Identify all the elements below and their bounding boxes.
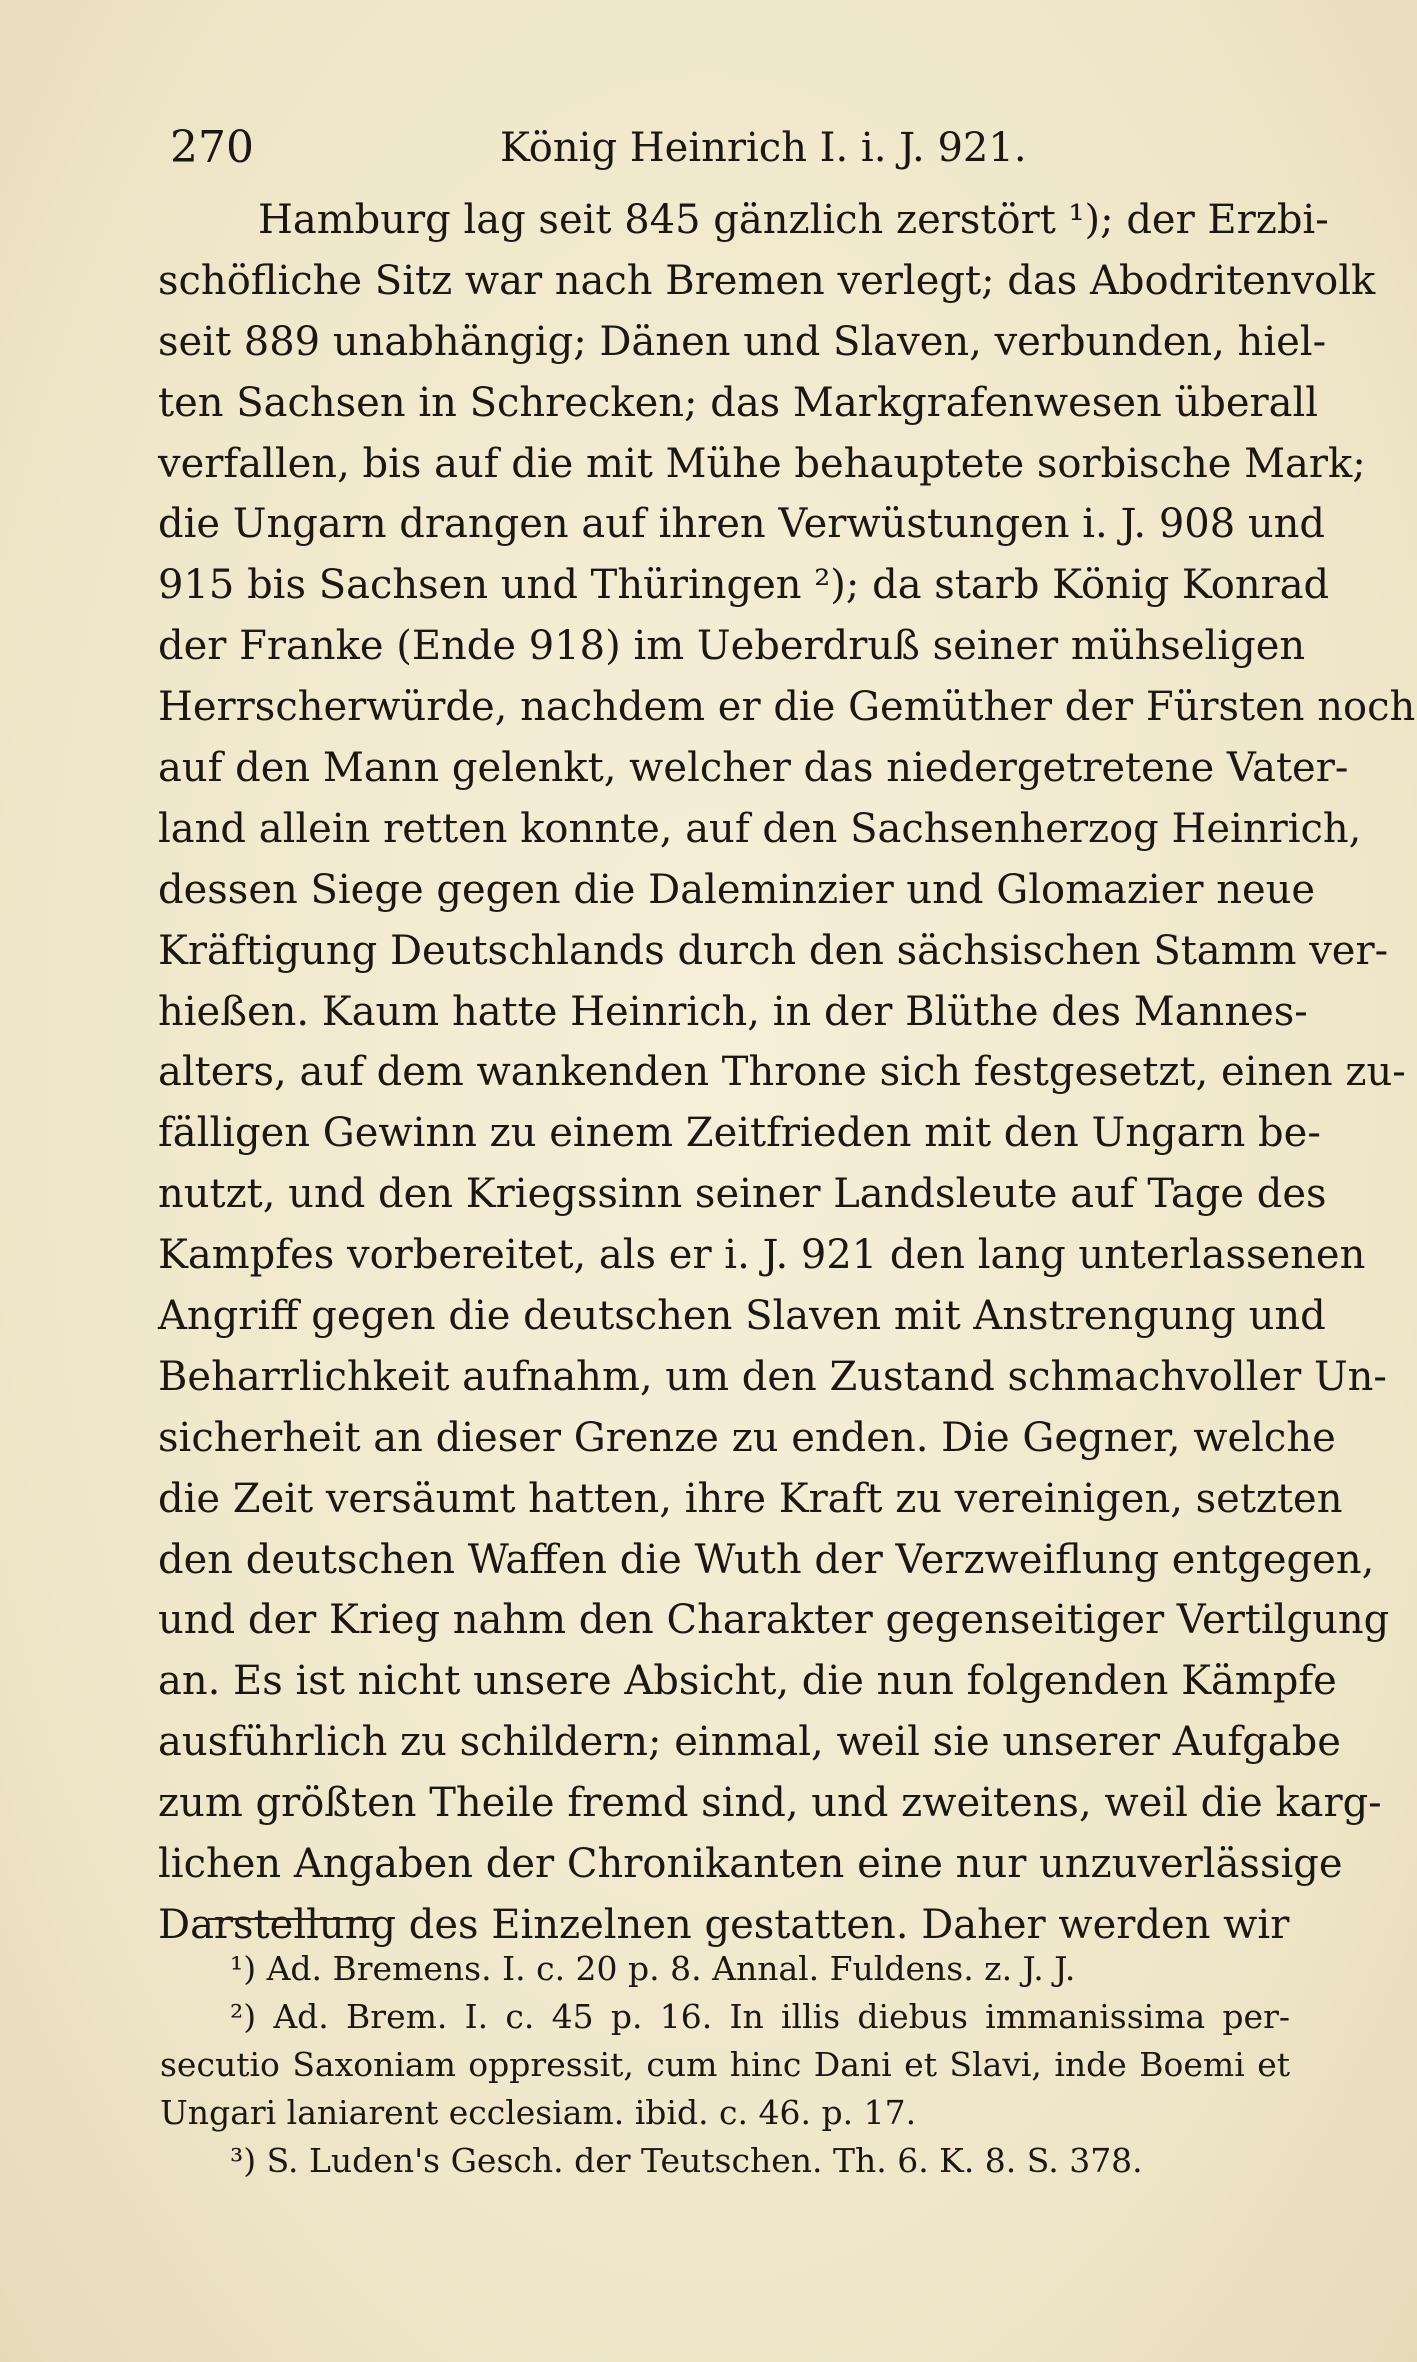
- footnotes: [160, 1945, 1290, 2185]
- footnote-3: ³) S. Luden's Gesch. der Teutschen. Th. 6. K. 8. S. 378.: [230, 2141, 1143, 2180]
- footnote-1: ¹) Ad. Bremens. I. c. 20 p. 8. Annal. Fuldens. z. J. J.: [230, 1949, 1076, 1988]
- text-line: Angriff gegen die deutschen Slaven mit Anstrengung und: [158, 1293, 1326, 1340]
- footnote-2: ²) Ad. Brem. I. c. 45 p. 16. In illis diebus immanissima per-: [230, 1997, 1290, 2036]
- footnote-2-continued: secutio Saxoniam oppressit, cum hinc Dani et Slavi, inde Boemi et: [160, 2045, 1290, 2084]
- text-line: Hamburg lag seit 845 gänzlich zerstört ¹); der Erzbi-: [258, 197, 1329, 243]
- text-line: verfallen, bis auf die mit Mühe behauptete sorbische Mark;: [158, 440, 1366, 487]
- text-line: Kräftigung Deutschlands durch den sächsischen Stamm ver-: [158, 927, 1389, 974]
- text-line: sicherheit an dieser Grenze zu enden. Die Gegner, welche: [158, 1414, 1336, 1461]
- main-text: [158, 190, 1416, 1956]
- text-line: fälligen Gewinn zu einem Zeitfrieden mit den Ungarn be-: [158, 1110, 1321, 1157]
- text-line: der Franke (Ende 918) im Ueberdruß seiner mühseligen: [158, 623, 1306, 670]
- footnote-rule: [208, 1918, 376, 1920]
- text-line: Herrscherwürde, nachdem er die Gemüther der Fürsten noch: [158, 684, 1416, 731]
- footnote-2-end: Ungari laniarent ecclesiam. ibid. c. 46. p. 17.: [160, 2093, 917, 2132]
- text-line: seit 889 unabhängig; Dänen und Slaven, verbunden, hiel-: [158, 318, 1327, 365]
- text-line: die Zeit versäumt hatten, ihre Kraft zu vereinigen, setzten: [158, 1475, 1343, 1522]
- text-line: den deutschen Waffen die Wuth der Verzweiflung entgegen,: [158, 1536, 1375, 1583]
- text-line: zum größten Theile fremd sind, und zweitens, weil die karg-: [158, 1780, 1382, 1827]
- text-line: lichen Angaben der Chronikanten eine nur unzuverlässige: [158, 1841, 1343, 1888]
- text-line: Kampfes vorbereitet, als er i. J. 921 den lang unterlassenen: [158, 1232, 1366, 1279]
- text-line: land allein retten konnte, auf den Sachsenherzog Heinrich,: [158, 805, 1362, 852]
- running-head: König Heinrich I. i. J. 921.: [500, 125, 1027, 171]
- text-line: an. Es ist nicht unsere Absicht, die nun folgenden Kämpfe: [158, 1658, 1337, 1705]
- text-line: nutzt, und den Kriegssinn seiner Landsleute auf Tage des: [158, 1171, 1327, 1218]
- text-line: Darstellung des Einzelnen gestatten. Daher werden wir: [158, 1901, 1290, 1948]
- text-line: ten Sachsen in Schrecken; das Markgrafenwesen überall: [158, 379, 1319, 426]
- page-number: 270: [170, 122, 254, 173]
- text-line: die Ungarn drangen auf ihren Verwüstungen i. J. 908 und: [158, 501, 1326, 548]
- text-line: ausführlich zu schildern; einmal, weil sie unserer Aufgabe: [158, 1719, 1341, 1766]
- text-line: hießen. Kaum hatte Heinrich, in der Blüthe des Mannes-: [158, 988, 1308, 1035]
- text-line: auf den Mann gelenkt, welcher das niedergetretene Vater-: [158, 745, 1349, 792]
- page-header: [170, 118, 1290, 178]
- text-line: schöfliche Sitz war nach Bremen verlegt; das Abodritenvolk: [158, 257, 1376, 304]
- text-line: und der Krieg nahm den Charakter gegenseitiger Vertilgung: [158, 1597, 1390, 1644]
- text-line: Beharrlichkeit aufnahm, um den Zustand schmachvoller Un-: [158, 1353, 1387, 1400]
- text-line: alters, auf dem wankenden Throne sich festgesetzt, einen zu-: [158, 1049, 1406, 1096]
- text-line: dessen Siege gegen die Daleminzier und Glomazier neue: [158, 866, 1316, 913]
- text-line: 915 bis Sachsen und Thüringen ²); da starb König Konrad: [158, 562, 1330, 609]
